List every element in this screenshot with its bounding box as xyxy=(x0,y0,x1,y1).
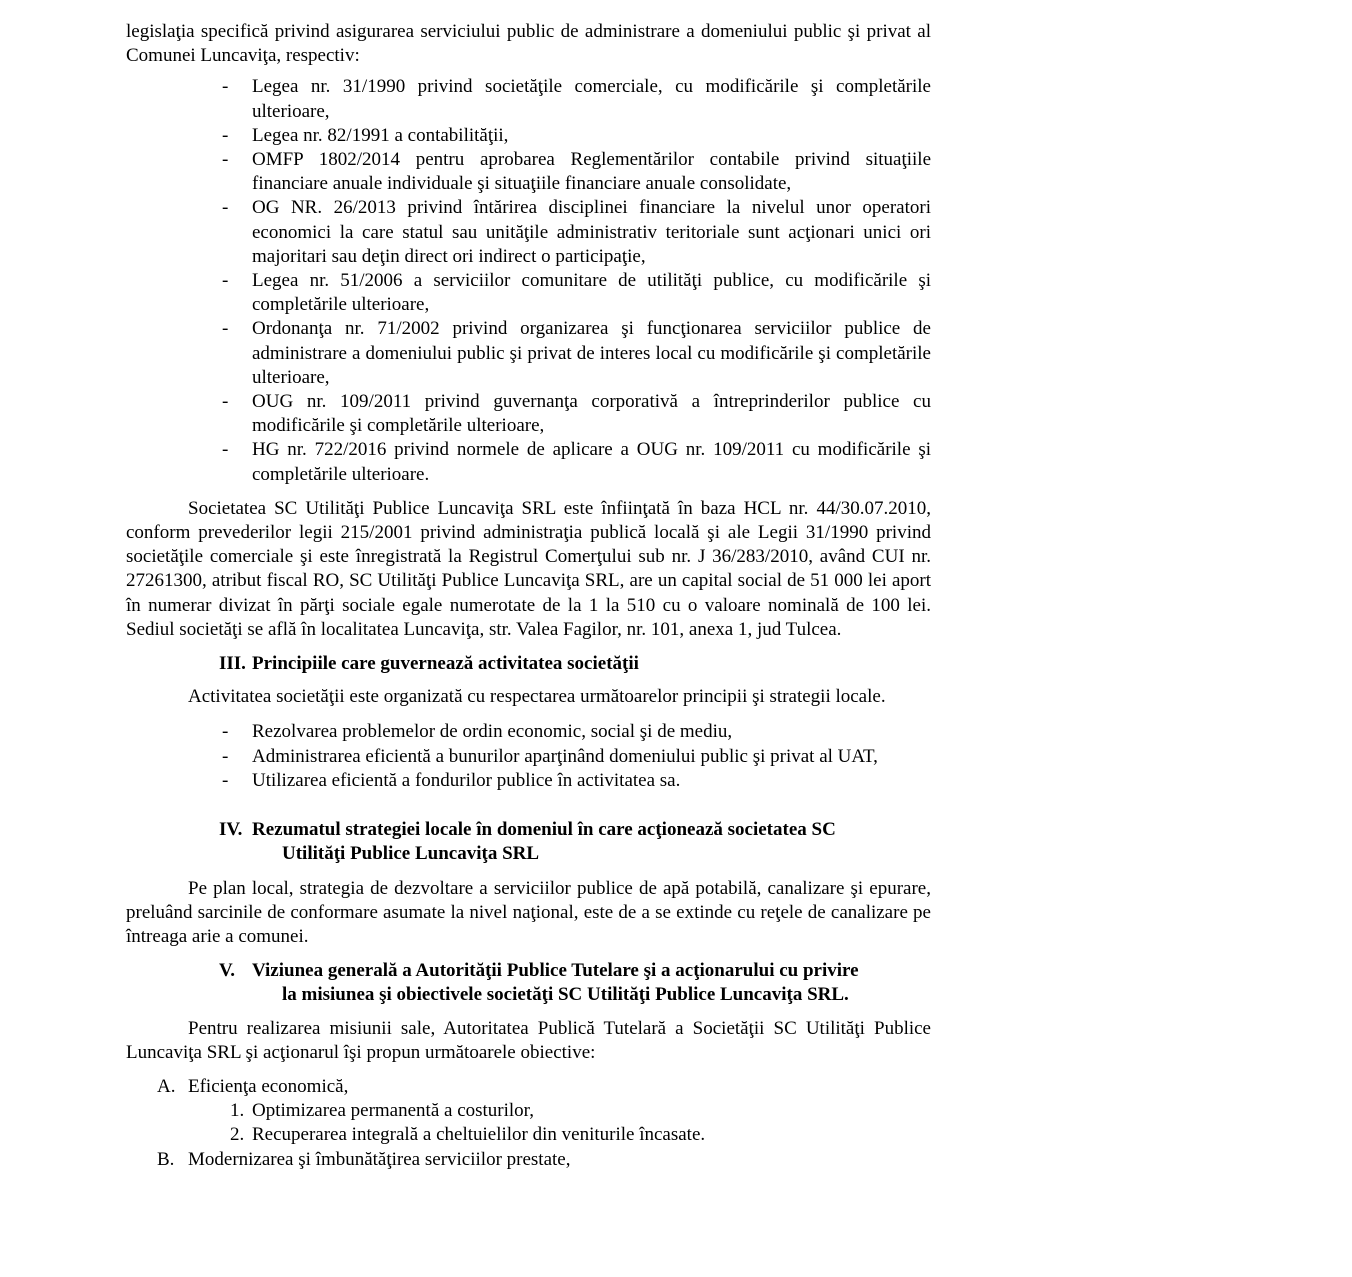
objective-b: B. Modernizarea şi îmbunătăţirea serviciilor prestate, xyxy=(157,1148,571,1170)
list-item: - OUG nr. 109/2011 privind guvernanţa corporativă a întreprinderilor publice cu modificările şi completările ulterioare, xyxy=(222,391,931,437)
section-4-heading: IV. Rezumatul strategiei locale în domeniul în care acţionează societatea SC Utilităţi Publice Luncaviţa SRL xyxy=(219,819,836,865)
list-item: - OG NR. 26/2013 privind întărirea disciplinei financiare la nivelul unor operatori economici la care statul sau unităţile administrativ teritoriale sunt acţionari unici ori majoritari sau deţin direct ori indirect o participaţie, xyxy=(222,197,931,267)
laws-list xyxy=(126,75,931,486)
section-3-heading: III. Principiile care guvernează activitatea societăţii xyxy=(219,653,639,675)
section-5-paragraph: Pentru realizarea misiunii sale, Autoritatea Publică Tutelară a Societăţii SC Utilităţi Publice Luncaviţa SRL şi acţionarul îşi propun următoarele obiective: xyxy=(126,1017,931,1063)
document-page xyxy=(126,20,931,1172)
list-item: - Utilizarea eficientă a fondurilor publice în activitatea sa. xyxy=(222,769,681,791)
list-item: - Legea nr. 82/1991 a contabilităţii, xyxy=(222,124,509,146)
objectives-list xyxy=(126,1075,931,1099)
intro-paragraph: legislaţia specifică privind asigurarea serviciului public de administrare a domeniului public şi privat al Comunei Luncaviţa, respectiv: xyxy=(126,21,931,67)
list-item: - OMFP 1802/2014 pentru aprobarea Reglementărilor contabile privind situaţiile financiare anuale individuale şi situaţiile financiare anuale consolidate, xyxy=(222,149,931,195)
list-item: - Rezolvarea problemelor de ordin economic, social şi de mediu, xyxy=(222,721,733,743)
objectives-list-b xyxy=(126,1148,931,1172)
list-item: - Legea nr. 31/1990 privind societăţile comerciale, cu modificările şi completările ulterioare, xyxy=(222,76,931,122)
list-item: 2. Recuperarea integrală a cheltuielilor din veniturile încasate. xyxy=(230,1124,706,1146)
list-item: - Legea nr. 51/2006 a serviciilor comunitare de utilităţi publice, cu modificările şi completările ulterioare, xyxy=(222,270,931,316)
list-item: - Ordonanţa nr. 71/2002 privind organizarea şi funcţionarea serviciilor publice de administrare a domeniului public şi privat de interes local cu modificările şi completările ulterioare, xyxy=(222,318,931,388)
list-item: - HG nr. 722/2016 privind normele de aplicare a OUG nr. 109/2011 cu modificările şi completările ulterioare. xyxy=(222,439,931,485)
company-paragraph: Societatea SC Utilităţi Publice Luncaviţa SRL este înfiinţată în baza HCL nr. 44/30.07.2010, conform prevederilor legii 215/2001 privind administraţia publică locală şi ale Legii 31/1990 privind societăţile comerciale şi este înregistrată la Registrul Comerţului sub nr. J 36/283/2010, având CUI nr. 27261300, atribut fiscal RO, SC Utilităţi Publice Luncaviţa SRL, are un capital social de 51 000 lei aport în numerar divizat în părţi sociale egale numerotate de la 1 la 510 cu o valoare nominală de 100 lei. Sediul societăţi se află în localitatea Luncaviţa, str. Valea Fagilor, nr. 101, anexa 1, jud Tulcea. xyxy=(126,497,931,640)
principles-list xyxy=(126,720,931,793)
section-3-paragraph: Activitatea societăţii este organizată cu respectarea următoarelor principii şi strategii locale. xyxy=(188,686,886,708)
list-item: 1. Optimizarea permanentă a costurilor, xyxy=(230,1100,535,1122)
section-5-heading: V. Viziunea generală a Autorităţii Publice Tutelare şi a acţionarului cu privire la misiunea şi obiectivele societăţi SC Utilităţi Publice Luncaviţa SRL. xyxy=(219,960,859,1006)
objective-a-items xyxy=(126,1099,931,1147)
section-4-paragraph: Pe plan local, strategia de dezvoltare a serviciilor publice de apă potabilă, canalizare şi epurare, preluând sarcinile de conformare asumate la nivel naţional, este de a se extinde cu reţele de canalizare pe întreaga arie a comunei. xyxy=(126,877,931,947)
objective-a: A. Eficienţa economică, xyxy=(157,1075,349,1097)
list-item: - Administrarea eficientă a bunurilor aparţinând domeniului public şi privat al UAT, xyxy=(222,745,878,767)
